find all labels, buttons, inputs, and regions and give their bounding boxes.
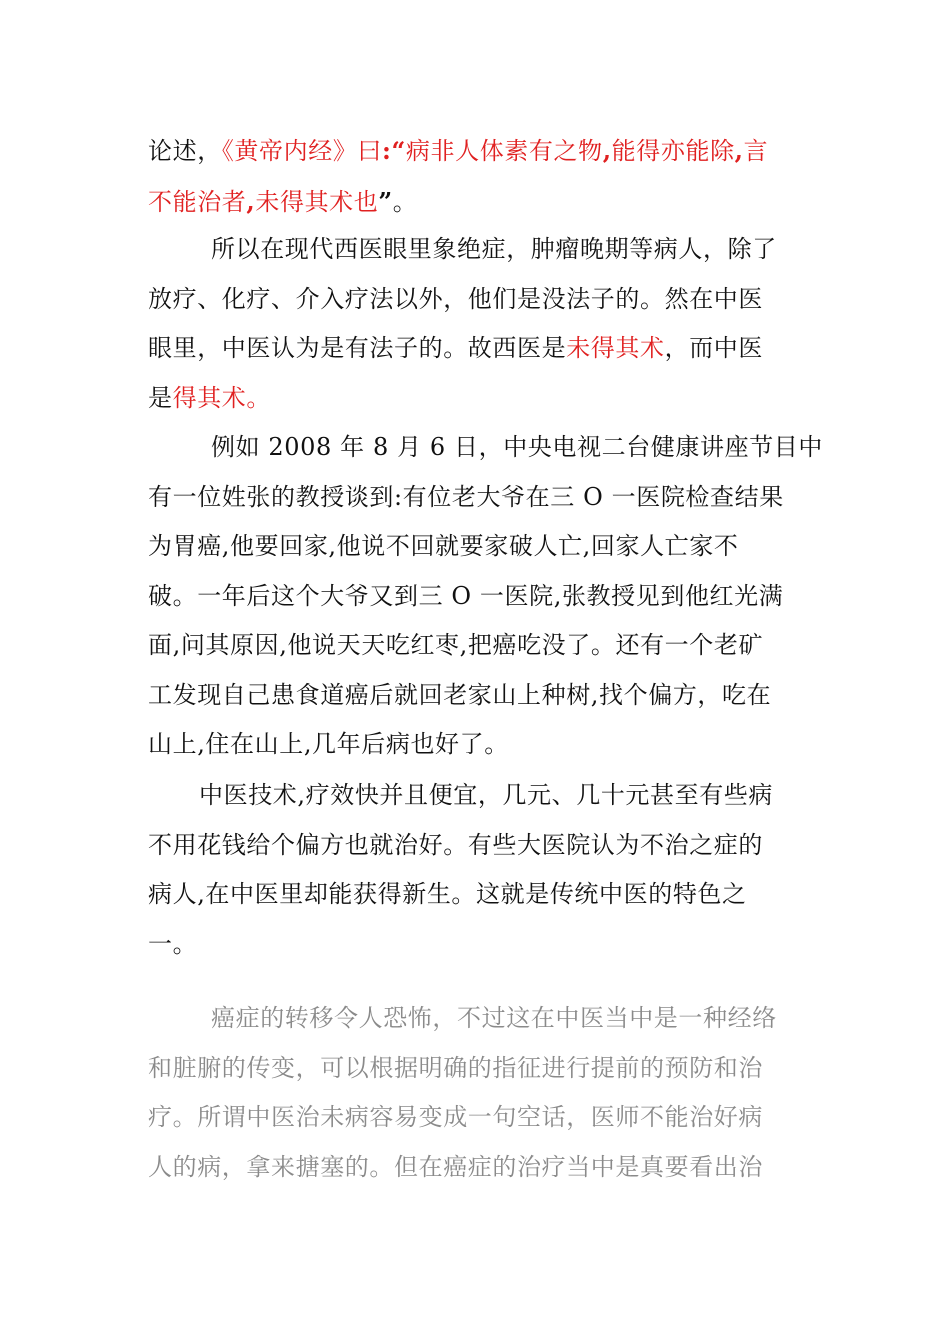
text-line: 癌症的转移令人恐怖，不过这在中医当中是一种经络 — [211, 1004, 777, 1032]
quote-text: 不能治者 — [148, 187, 247, 216]
text-line: 所以在现代西医眼里象绝症，肿瘤晚期等病人，除了 — [211, 235, 777, 263]
text-run: 论述， — [148, 137, 222, 165]
paragraph-huangdi-quote — [148, 126, 808, 227]
quote-text: 言 — [743, 137, 769, 165]
paragraph-example-cases — [148, 423, 823, 770]
quote-comma: , — [602, 136, 612, 165]
quote-text: 未得其术也 — [255, 187, 379, 216]
text-line: 病人,在中医里却能获得新生。这就是传统中医的特色之 — [148, 880, 747, 908]
text-run: 是 — [148, 383, 173, 412]
quote-text: 病非人体素有之物 — [405, 137, 603, 165]
quote-close: ” — [378, 186, 393, 216]
text-line: 和脏腑的传变，可以根据明确的指征进行提前的预防和治 — [148, 1053, 763, 1082]
text-line — [148, 324, 808, 374]
text-run: 眼里，中医认为是有法子的。故西医是 — [148, 334, 567, 362]
paragraph-tcm-advantages — [148, 771, 808, 969]
text-run: 。 — [246, 383, 272, 412]
text-line: 不用花钱给个偏方也就治好。有些大医院认为不治之症的 — [148, 830, 763, 859]
quote-open: :“ — [382, 136, 406, 165]
highlight-text: 得其术 — [172, 383, 247, 412]
text-line: 破。一年后这个大爷又到三 O 一医院,张教授见到他红光满 — [148, 581, 784, 610]
text-line: 面,问其原因,他说天天吃红枣,把癌吃没了。还有一个老矿 — [148, 631, 764, 659]
quote-text: 能得亦能除 — [611, 137, 735, 165]
text-line: 一。 — [148, 929, 198, 958]
text-line: 人的病，拿来搪塞的。但在癌症的治疗当中是真要看出治 — [148, 1152, 763, 1181]
text-line: 有一位姓张的教授谈到:有位老大爷在三 O 一医院检查结果 — [148, 482, 784, 511]
highlight-text: 未得其术 — [566, 334, 665, 362]
text-line — [148, 177, 808, 228]
text-line: 放疗、化疗、介入疗法以外，他们是没法子的。然在中医 — [148, 284, 763, 313]
quote-comma: , — [734, 136, 744, 165]
text-line — [148, 374, 808, 424]
text-line: 工发现自己患食道癌后就回老家山上种树,找个偏方，吃在 — [148, 680, 772, 709]
text-run: 。 — [392, 187, 418, 216]
text-run: ，而中医 — [664, 334, 764, 362]
paragraph-cancer-metastasis — [148, 994, 808, 1192]
text-line: 疗。所谓中医治未病容易变成一句空话，医师不能治好病 — [148, 1103, 763, 1131]
text-line: 中医技术,疗效快并且便宜，几元、几十元甚至有些病 — [199, 781, 774, 809]
paragraph-western-vs-chinese — [148, 225, 808, 423]
book-title-highlight: 《黄帝内经》曰 — [221, 137, 383, 165]
quote-comma: , — [246, 186, 256, 216]
text-line: 为胃癌,他要回家,他说不回就要家破人亡,回家人亡家不 — [148, 532, 739, 560]
text-line: 例如 2008 年 8 月 6 日，中央电视二台健康讲座节目中 — [211, 433, 823, 461]
text-line: 山上,住在山上,几年后病也好了。 — [148, 730, 509, 758]
text-line — [148, 126, 808, 177]
